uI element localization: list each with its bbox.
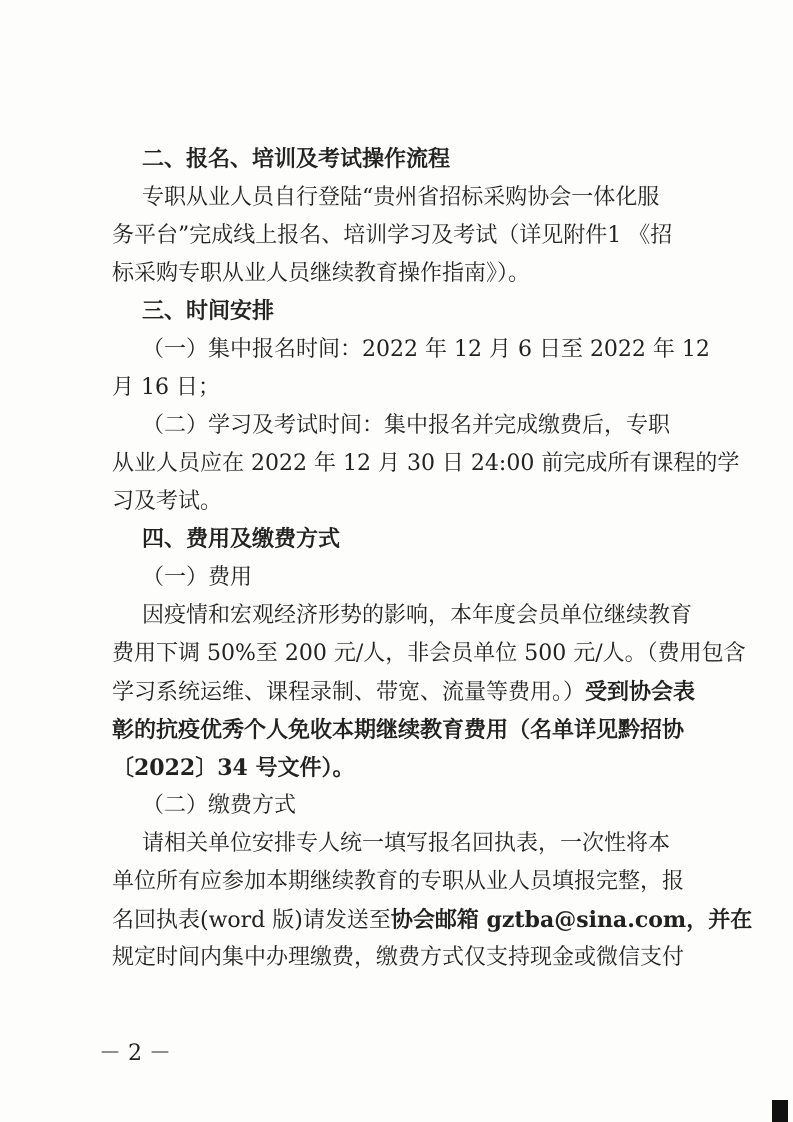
- paragraph-line: 标采购专职从业人员继续教育操作指南》）。: [112, 261, 531, 286]
- paragraph-line: 专职从业人员自行登陆“贵州省招标采购协会一体化服: [142, 185, 660, 210]
- text-run: 学习系统运维、课程录制、带宽、流量等费用。）: [112, 680, 586, 705]
- bold-text-run: 协会邮箱: [390, 907, 479, 933]
- section-heading-schedule: 三、时间安排: [142, 299, 275, 324]
- paragraph-line: [112, 677, 696, 707]
- paragraph-line: 规定时间内集中办理缴费，缴费方式仅支持现金或微信支付: [112, 945, 685, 970]
- paragraph-line: 务平台”完成线上报名、培训学习及考试（详见附件1 《招: [112, 223, 673, 248]
- text-run: 名回执表(word 版)请发送至: [112, 908, 391, 933]
- email-address: gztba@sina.com，并在: [478, 907, 753, 933]
- paragraph-line: 因疫情和宏观经济形势的影响，本年度会员单位继续教育: [142, 603, 693, 628]
- subsection-title-payment: （二）缴费方式: [142, 793, 297, 818]
- paragraph-line: 请相关单位安排专人统一填写报名回执表，一次性将本: [142, 831, 671, 856]
- section-heading-process: 二、报名、培训及考试操作流程: [142, 147, 451, 172]
- page-number: － 2 －: [99, 1041, 171, 1066]
- paragraph-line: 习及考试。: [112, 489, 223, 514]
- paragraph-line: 单位所有应参加本期继续教育的专职从业人员填报完整，报: [112, 869, 685, 894]
- paragraph-line: 月 16 日；: [112, 375, 220, 400]
- subsection-title-fees: （一）费用: [142, 565, 253, 590]
- paragraph-line: （一）集中报名时间：2022 年 12 月 6 日至 2022 年 12: [142, 337, 710, 362]
- paragraph-line: 费用下调 50%至 200 元/人，非会员单位 500 元/人。（费用包含: [112, 641, 746, 666]
- paragraph-line: （二）学习及考试时间：集中报名并完成缴费后，专职: [142, 413, 671, 438]
- paragraph-line: 从业人员应在 2022 年 12 月 30 日 24:00 前完成所有课程的学: [112, 451, 740, 476]
- bold-paragraph-line: 〔2022〕34 号文件）。: [112, 755, 355, 781]
- bold-text-run: 受到协会表: [585, 679, 696, 705]
- paragraph-line: [112, 905, 753, 935]
- section-heading-fees: 四、费用及缴费方式: [142, 527, 341, 552]
- scan-edge-mark: [772, 1100, 788, 1122]
- bold-paragraph-line: 彰的抗疫优秀个人免收本期继续教育费用（名单详见黔招协: [112, 717, 685, 743]
